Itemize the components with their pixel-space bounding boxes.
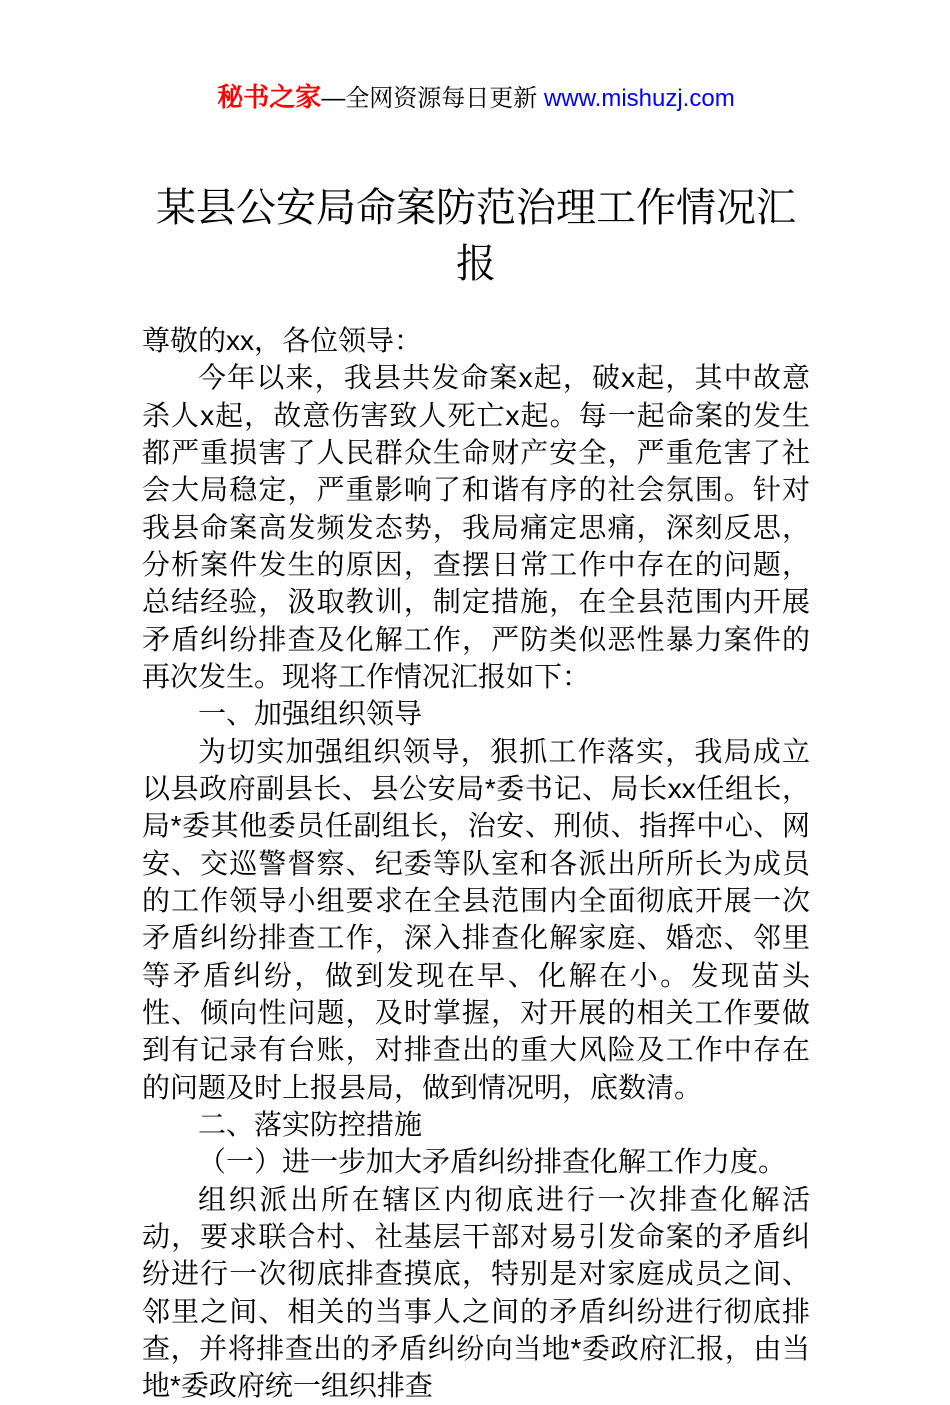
document-body — [142, 322, 810, 1405]
paragraph: （一）进一步加大矛盾纠纷排查化解工作力度。 — [198, 1146, 787, 1178]
paragraph: 一、加强组织领导 — [198, 698, 423, 730]
paragraph: 今年以来，我县共发命案x起，破x起，其中故意杀人x起，故意伤害致人死亡x起。每一起命案的发生都严重损害了人民群众生命财产安全，严重危害了社会大局稳定，严重影响了和谐有序的社会氛围。针对我县命案高发频发态势，我局痛定思痛，深刻反思，分析案件发生的原因，查摆日常工作中存在的问题，总结经验，汲取教训，制定措施，在全县范围内开展矛盾纠纷排查及化解工作，严防类似恶性暴力案件的再次发生。现将工作情况汇报如下： — [142, 362, 810, 692]
paragraph: 组织派出所在辖区内彻底进行一次排查化解活动，要求联合村、社基层干部对易引发命案的矛盾纠纷进行一次彻底排查摸底，特别是对家庭成员之间、邻里之间、相关的当事人之间的矛盾纠纷进行彻底排查，并将排查出的矛盾纠纷向当地*委政府汇报，由当地*委政府统一组织排查 — [142, 1183, 810, 1402]
site-header — [142, 82, 810, 114]
paragraph: 二、落实防控措施 — [198, 1108, 423, 1140]
site-tagline: —全网资源每日更新 — [321, 85, 544, 112]
site-brand: 秘书之家 — [217, 82, 322, 112]
site-url-link[interactable]: www.mishuzj.com — [543, 85, 735, 112]
document-title: 某县公安局命案防范治理工作情况汇报 — [156, 186, 796, 286]
paragraph: 为切实加强组织领导，狠抓工作落实，我局成立以县政府副县长、县公安局*委书记、局长xx任组长，局*委其他委员任副组长，治安、刑侦、指挥中心、网安、交巡警督察、纪委等队室和各派出所所长为成员的工作领导小组要求在全县范围内全面彻底开展一次矛盾纠纷排查工作，深入排查化解家庭、婚恋、邻里等矛盾纠纷，做到发现在早、化解在小。发现苗头性、倾向性问题，及时掌握，对开展的相关工作要做到有记录有台账，对排查出的重大风险及工作中存在的问题及时上报县局，做到情况明，底数清。 — [142, 735, 810, 1103]
paragraph: 尊敬的xx，各位领导： — [142, 325, 423, 356]
